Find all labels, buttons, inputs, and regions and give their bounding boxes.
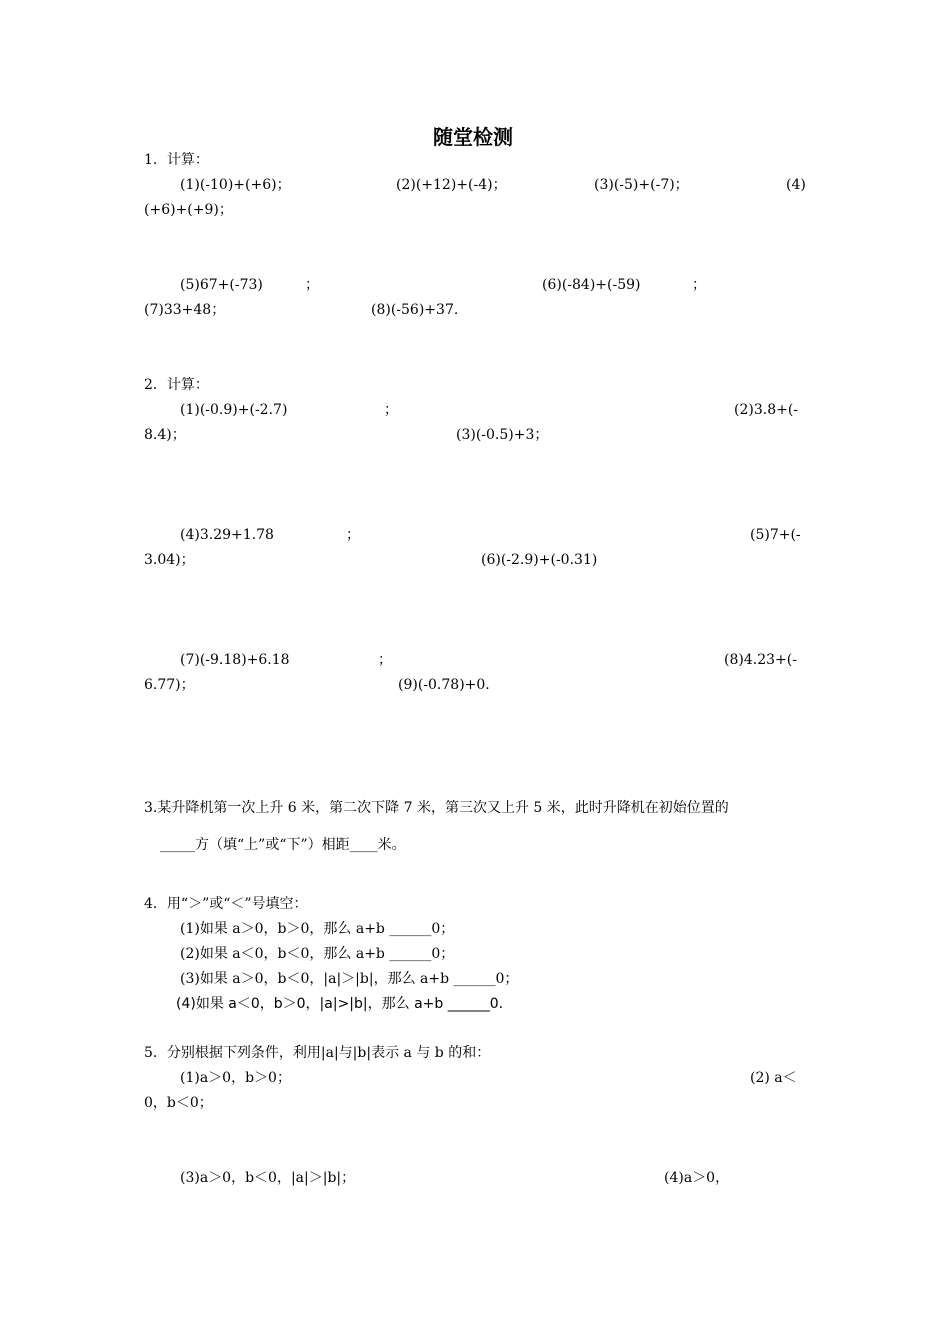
q2-item-5-part1: (5)7+(- (750, 527, 801, 543)
q2-item-3: (3)(-0.5)+3； (456, 427, 549, 443)
q4-item-2: (2)如果 a＜0，b＜0，那么 a+b ______0； (180, 946, 455, 962)
q2-item-1: (1)(-0.9)+(-2.7) (180, 402, 288, 418)
q1-item-5-semicolon: ； (305, 277, 319, 293)
q1-item-4-expr: (+6)+(+9)； (144, 202, 233, 218)
q2-item-2-part1: (2)3.8+(- (734, 402, 799, 418)
page-title: 随堂检测 (433, 125, 513, 149)
q2-item-7-semicolon: ； (378, 652, 392, 668)
q3-line-1: 3.某升降机第一次上升 6 米，第二次下降 7 米，第三次又上升 5 米，此时升降机在初始位置的 (144, 800, 729, 816)
q1-item-4-label: (4) (786, 177, 806, 193)
q1-item-6-semicolon: ； (692, 277, 706, 293)
q2-item-8-part2: 6.77)； (144, 677, 195, 693)
q1-item-5: (5)67+(-73) (180, 277, 263, 293)
q3-line-2: _____方（填“上”或“下”）相距____米。 (160, 837, 406, 853)
q5-item-2-part1: (2) a＜ (750, 1070, 797, 1086)
q2-item-5-part2: 3.04)； (144, 552, 195, 568)
q1-item-2: (2)(+12)+(-4)； (396, 177, 507, 193)
q5-item-3: (3)a＞0，b＜0，|a|＞|b|； (180, 1170, 356, 1186)
q4-item-3: (3)如果 a＞0，b＜0，|a|＞|b|，那么 a+b ______0； (180, 971, 519, 987)
q5-item-2-part2: 0，b＜0； (144, 1095, 213, 1111)
q2-item-4-semicolon: ； (346, 527, 360, 543)
q1-item-7: (7)33+48； (144, 302, 226, 318)
q5-item-1: (1)a＞0，b＞0； (180, 1070, 291, 1086)
q5-header: 5．分别根据下列条件，利用|a|与|b|表示 a 与 b 的和： (144, 1045, 491, 1061)
q4-header: 4．用“＞”或“＜”号填空： (144, 896, 308, 912)
q2-item-8-part1: (8)4.23+(- (724, 652, 797, 668)
q4-item-4: (4)如果 a＜0，b＞0，|a|>|b|，那么 a+b ______0. (176, 996, 504, 1012)
q2-item-9: (9)(-0.78)+0. (398, 677, 490, 693)
q1-item-3: (3)(-5)+(-7)； (594, 177, 689, 193)
q1-header: 1．计算： (144, 152, 209, 168)
q2-item-1-semicolon: ； (384, 402, 398, 418)
q2-item-7: (7)(-9.18)+6.18 (180, 652, 290, 668)
q2-item-6: (6)(-2.9)+(-0.31) (481, 552, 598, 568)
q2-item-4: (4)3.29+1.78 (180, 527, 274, 543)
q1-item-6: (6)(-84)+(-59) (542, 277, 641, 293)
q1-item-1: (1)(-10)+(+6)； (180, 177, 291, 193)
q2-item-2-part2: 8.4)； (144, 427, 186, 443)
q2-header: 2．计算： (144, 377, 209, 393)
q1-item-8: (8)(-56)+37. (371, 302, 459, 318)
q5-item-4: (4)a＞0， (664, 1170, 730, 1186)
q4-item-1: (1)如果 a＞0，b＞0，那么 a+b ______0； (180, 921, 455, 937)
